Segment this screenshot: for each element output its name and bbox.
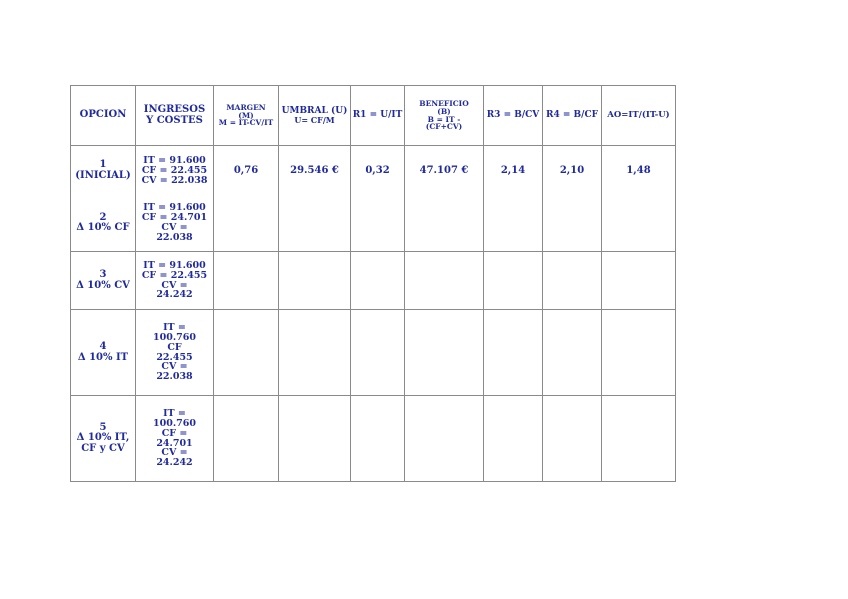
empty-cell [351,196,405,252]
empty-cell [279,396,351,482]
header-r1: R1 = U/IT [351,86,405,146]
empty-cell [214,252,279,310]
ingresos-line: IT = 91.600 [143,259,206,271]
option-number: 5 [99,421,107,433]
ingresos-line: 24.242 [156,457,193,469]
empty-cell [543,196,602,252]
empty-cell [602,310,676,396]
header-beneficio-line: BENEFICIO [419,98,469,108]
option-label: Δ 10% CV [76,279,130,291]
option-number: 2 [99,211,107,223]
ingresos-line: 22.455 [156,351,193,363]
empty-cell [405,396,484,482]
ingresos-line: CF = 22.455 [141,269,208,281]
header-umbral-line: UMBRAL (U) [281,105,348,116]
table-row [71,196,676,252]
empty-cell [279,310,351,396]
ingresos-line: IT = [163,321,186,333]
r4-value: 2,10 [543,146,602,196]
ingresos-line: 22.038 [156,232,193,244]
empty-cell [484,252,543,310]
option-label: Δ 10% CF [76,222,130,234]
empty-cell [543,396,602,482]
empty-cell [602,252,676,310]
ingresos-line: 24.701 [156,437,193,449]
ingresos-line: CF = 22.455 [141,164,208,176]
option-label: Δ 10% IT, [76,432,130,444]
option-number: 1 [99,159,107,171]
ingresos-line: IT = 91.600 [143,154,206,166]
empty-cell [602,196,676,252]
empty-cell [351,310,405,396]
header-ao: AO=IT/(IT-U) [602,86,676,146]
header-r4: R4 = B/CF [543,86,602,146]
ingresos-line: CF = [161,427,188,439]
empty-cell [214,396,279,482]
empty-cell [405,310,484,396]
ingresos-line: IT = 91.600 [143,202,206,214]
empty-cell [602,396,676,482]
ingresos-line: 100.760 [153,331,196,343]
empty-cell [279,252,351,310]
ingresos-line: CV = [161,361,188,373]
ingresos-cell [136,146,214,196]
r3-value: 2,14 [484,146,543,196]
option-cell [71,196,136,252]
option-number: 3 [99,269,107,280]
beneficio-value: 47.107 € [405,146,484,196]
table-row [71,396,676,482]
header-umbral [279,86,351,146]
header-beneficio [405,86,484,146]
option-cell [71,146,136,196]
cvu-analysis-table [70,85,676,482]
header-ingresos [136,86,214,146]
empty-cell [214,310,279,396]
r1-value: 0,32 [351,146,405,196]
option-cell [71,396,136,482]
margen-value: 0,76 [214,146,279,196]
option-cell [71,252,136,310]
empty-cell [484,196,543,252]
empty-cell [405,252,484,310]
ingresos-line: CF [167,341,182,353]
ingresos-cell [136,196,214,252]
ingresos-cell [136,252,214,310]
empty-cell [351,252,405,310]
header-umbral-line: U= CF/M [294,115,335,126]
ao-value: 1,48 [602,146,676,196]
ingresos-line: 100.760 [153,417,196,429]
option-cell [71,310,136,396]
header-beneficio-line: B = IT - [427,114,461,124]
header-margen-line: M = IT-CV/IT [218,118,274,128]
ingresos-cell [136,310,214,396]
header-beneficio-line: (B) [437,106,451,116]
ingresos-line: CV = [161,447,188,459]
ingresos-line: CF = 24.701 [141,212,208,224]
table-row [71,310,676,396]
header-ingresos-line: Y COSTES [146,114,203,126]
ingresos-line: CV = [161,279,188,291]
header-row [71,86,676,146]
header-margen-line: MARGEN [226,102,266,112]
empty-cell [484,396,543,482]
header-opcion: OPCION [71,86,136,146]
option-number: 4 [99,341,107,352]
table-row [71,146,676,196]
header-ingresos-line: INGRESOS [143,104,206,115]
empty-cell [484,310,543,396]
ingresos-line: 24.242 [156,289,193,301]
header-beneficio-line: (CF+CV) [425,122,463,132]
ingresos-cell [136,396,214,482]
ingresos-line: IT = [163,407,186,419]
header-margen [214,86,279,146]
header-r3: R3 = B/CV [484,86,543,146]
header-margen-line: (M) [238,110,254,120]
empty-cell [214,196,279,252]
option-label: Δ 10% IT [77,351,129,363]
ingresos-line: CV = 22.038 [141,174,208,186]
empty-cell [405,196,484,252]
ingresos-line: CV = [161,222,188,234]
option-label: (INICIAL) [75,169,131,181]
ingresos-line: 22.038 [156,371,193,383]
empty-cell [351,396,405,482]
table-row [71,252,676,310]
option-label-2: CF y CV [81,442,125,454]
umbral-value: 29.546 € [279,146,351,196]
empty-cell [279,196,351,252]
empty-cell [543,252,602,310]
empty-cell [543,310,602,396]
